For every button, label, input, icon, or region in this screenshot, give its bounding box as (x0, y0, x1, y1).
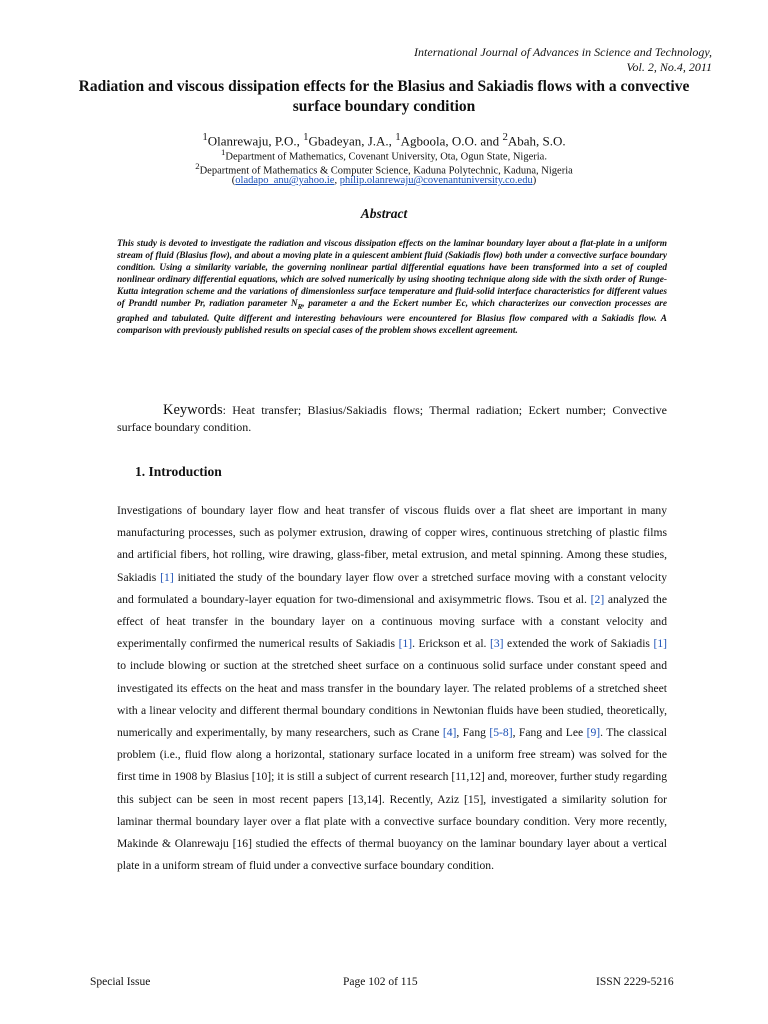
email-link-2[interactable]: philip.olanrewaju@covenantuniversity.co.edu (339, 175, 533, 186)
footer-page-number: Page 102 of 115 (343, 976, 418, 988)
author-name: Agboola, O.O. and (400, 133, 503, 149)
paper-title-line1: Radiation and viscous dissipation effects for the Blasius and Sakiadis flows with a convective (78, 78, 690, 95)
body-text: , Fang (456, 726, 490, 740)
affil-mark: 1 (221, 147, 226, 157)
body-text: . Erickson et al. (412, 637, 490, 651)
author-affil-mark: 1 (202, 131, 208, 143)
citation-link[interactable]: [1] (653, 637, 667, 651)
affiliation-text: Department of Mathematics & Computer Science, Kaduna Polytechnic, Kaduna, Nigeria (199, 165, 573, 177)
journal-header (192, 45, 712, 75)
affil-mark: 2 (195, 161, 200, 171)
paren-open: ( (231, 175, 236, 186)
author-name: Abah, S.O. (507, 133, 566, 149)
body-text: extended the work of Sakiadis (503, 637, 654, 651)
citation-link[interactable]: [1] (160, 570, 174, 584)
keywords-text: : Heat transfer; Blasius/Sakiadis flows; Thermal radiation; Eckert number; Convective surface boundary condition. (117, 403, 667, 434)
author-name: Olanrewaju, P.O., (207, 133, 304, 149)
body-text: , Fang and Lee (512, 726, 587, 740)
introduction-paragraph (117, 500, 667, 877)
citation-link[interactable]: [4] (442, 726, 457, 740)
body-text: to include blowing or suction at the stretched sheet surface on a continuous solid surface under constant speed and investigated its effects on the heat and mass transfer in the boundary layer. The related problems of a stretched sheet with a linear velocity and different thermal boundary conditions in Newtonian fluids have been studied, theoretically, numerically and experimentally, by many researchers, such as Crane (117, 659, 667, 740)
author-name: Gbadeyan, J.A., (308, 133, 396, 149)
email-link-1[interactable]: oladapo_anu@yahoo.ie (235, 175, 335, 186)
affiliation-text: Department of Mathematics, Covenant University, Ota, Ogun State, Nigeria. (225, 151, 547, 163)
body-text: analyzed the effect of heat transfer in the boundary layer on a continuous moving surface with a constant velocity and experimentally confirmed the numerical results of Sakiadis (117, 592, 667, 651)
citation-link[interactable]: [5-8] (489, 726, 513, 740)
abstract-heading: Abstract (360, 206, 408, 221)
body-text: . The classical problem (i.e., fluid flow along a horizontal, stationary surface located in a uniform free stream) was solved for the first time in 1908 by Blasius [10]; it is still a subject of current research [11,12] and, moreover, further study regarding this subject can be seen in most recent papers [13,14]. Recently, Aziz [15], investigated a similarity solution for laminar thermal boundary layer over a flat plate with a convective surface boundary condition. Very more recently, Makinde & Olanrewaju [16] studied the effects of thermal buoyancy on the laminar boundary layer about a vertical plate in a uniform stream of fluid under a convective surface boundary condition. (117, 726, 667, 873)
paper-title (60, 77, 708, 117)
section-heading-introduction: 1. Introduction (135, 464, 222, 479)
citation-link[interactable]: [2] (590, 592, 605, 606)
author-affil-mark: 2 (502, 131, 508, 143)
body-text: Investigations of boundary layer flow and heat transfer of viscous fluids over a flat sheet are important in many manufacturing processes, such as polymer extrusion, drawing of copper wires, continuous stretching of plastic films and artificial fibers, hot rolling, wire drawing, glass-fiber, metal extrusion, and metal spinning. Among these studies, Sakiadis (117, 504, 667, 584)
abstract-text-part: This study is devoted to investigate the radiation and viscous dissipation effects on the laminar boundary layer about a flat-plate in a uniform stream of fluid (Blasius flow), and about a moving plate in a quiescent ambient fluid (Sakiadis flow) both under a convective surface boundary condition. Using a similarity variable, the governing nonlinear partial differential equations have been transformed into a set of coupled nonlinear ordinary differential equations, which are solved numerically by using shooting technique along side with the sixth order of Runge-Kutta integration scheme and the variations of dimensionless surface temperature and fluid-solid interface characteristics for different values of Prandtl number Pr, radiation parameter N (117, 239, 667, 309)
footer-issn: ISSN 2229-5216 (596, 976, 674, 988)
author-affil-mark: 1 (395, 131, 401, 143)
email-line (60, 174, 708, 187)
journal-volume: Vol. 2, No.4, 2011 (626, 60, 712, 74)
paren-close: ) (532, 175, 537, 186)
author-affil-mark: 1 (303, 131, 309, 143)
citation-link[interactable]: [1] (398, 637, 413, 651)
abstract-text (117, 238, 667, 337)
abstract-text-part: , parameter a and the Eckert number Ec, which characterizes our convection processes are graphed and tabulated. Quite different and interesting behaviours were encountered for Blasius flow compared with a Sakiadis flow. A comparison with previously published results on special cases of the problem shows excellent agreement. (117, 299, 667, 336)
paper-title-line2: surface boundary condition (292, 98, 476, 115)
journal-name: International Journal of Advances in Science and Technology, (414, 45, 712, 59)
email-separator: , (334, 175, 340, 186)
keywords-label: Keywords (163, 402, 223, 418)
footer-issue: Special Issue (90, 976, 151, 988)
body-text: initiated the study of the boundary layer flow over a stretched surface moving with a constant velocity and formulated a boundary-layer equation for two-dimensional and axisymmetric flows. Tsou et al. (117, 570, 668, 606)
keywords-paragraph (117, 402, 667, 436)
abstract-subscript: R (297, 302, 303, 311)
citation-link[interactable]: [9] (586, 726, 601, 740)
citation-link[interactable]: [3] (489, 637, 504, 651)
